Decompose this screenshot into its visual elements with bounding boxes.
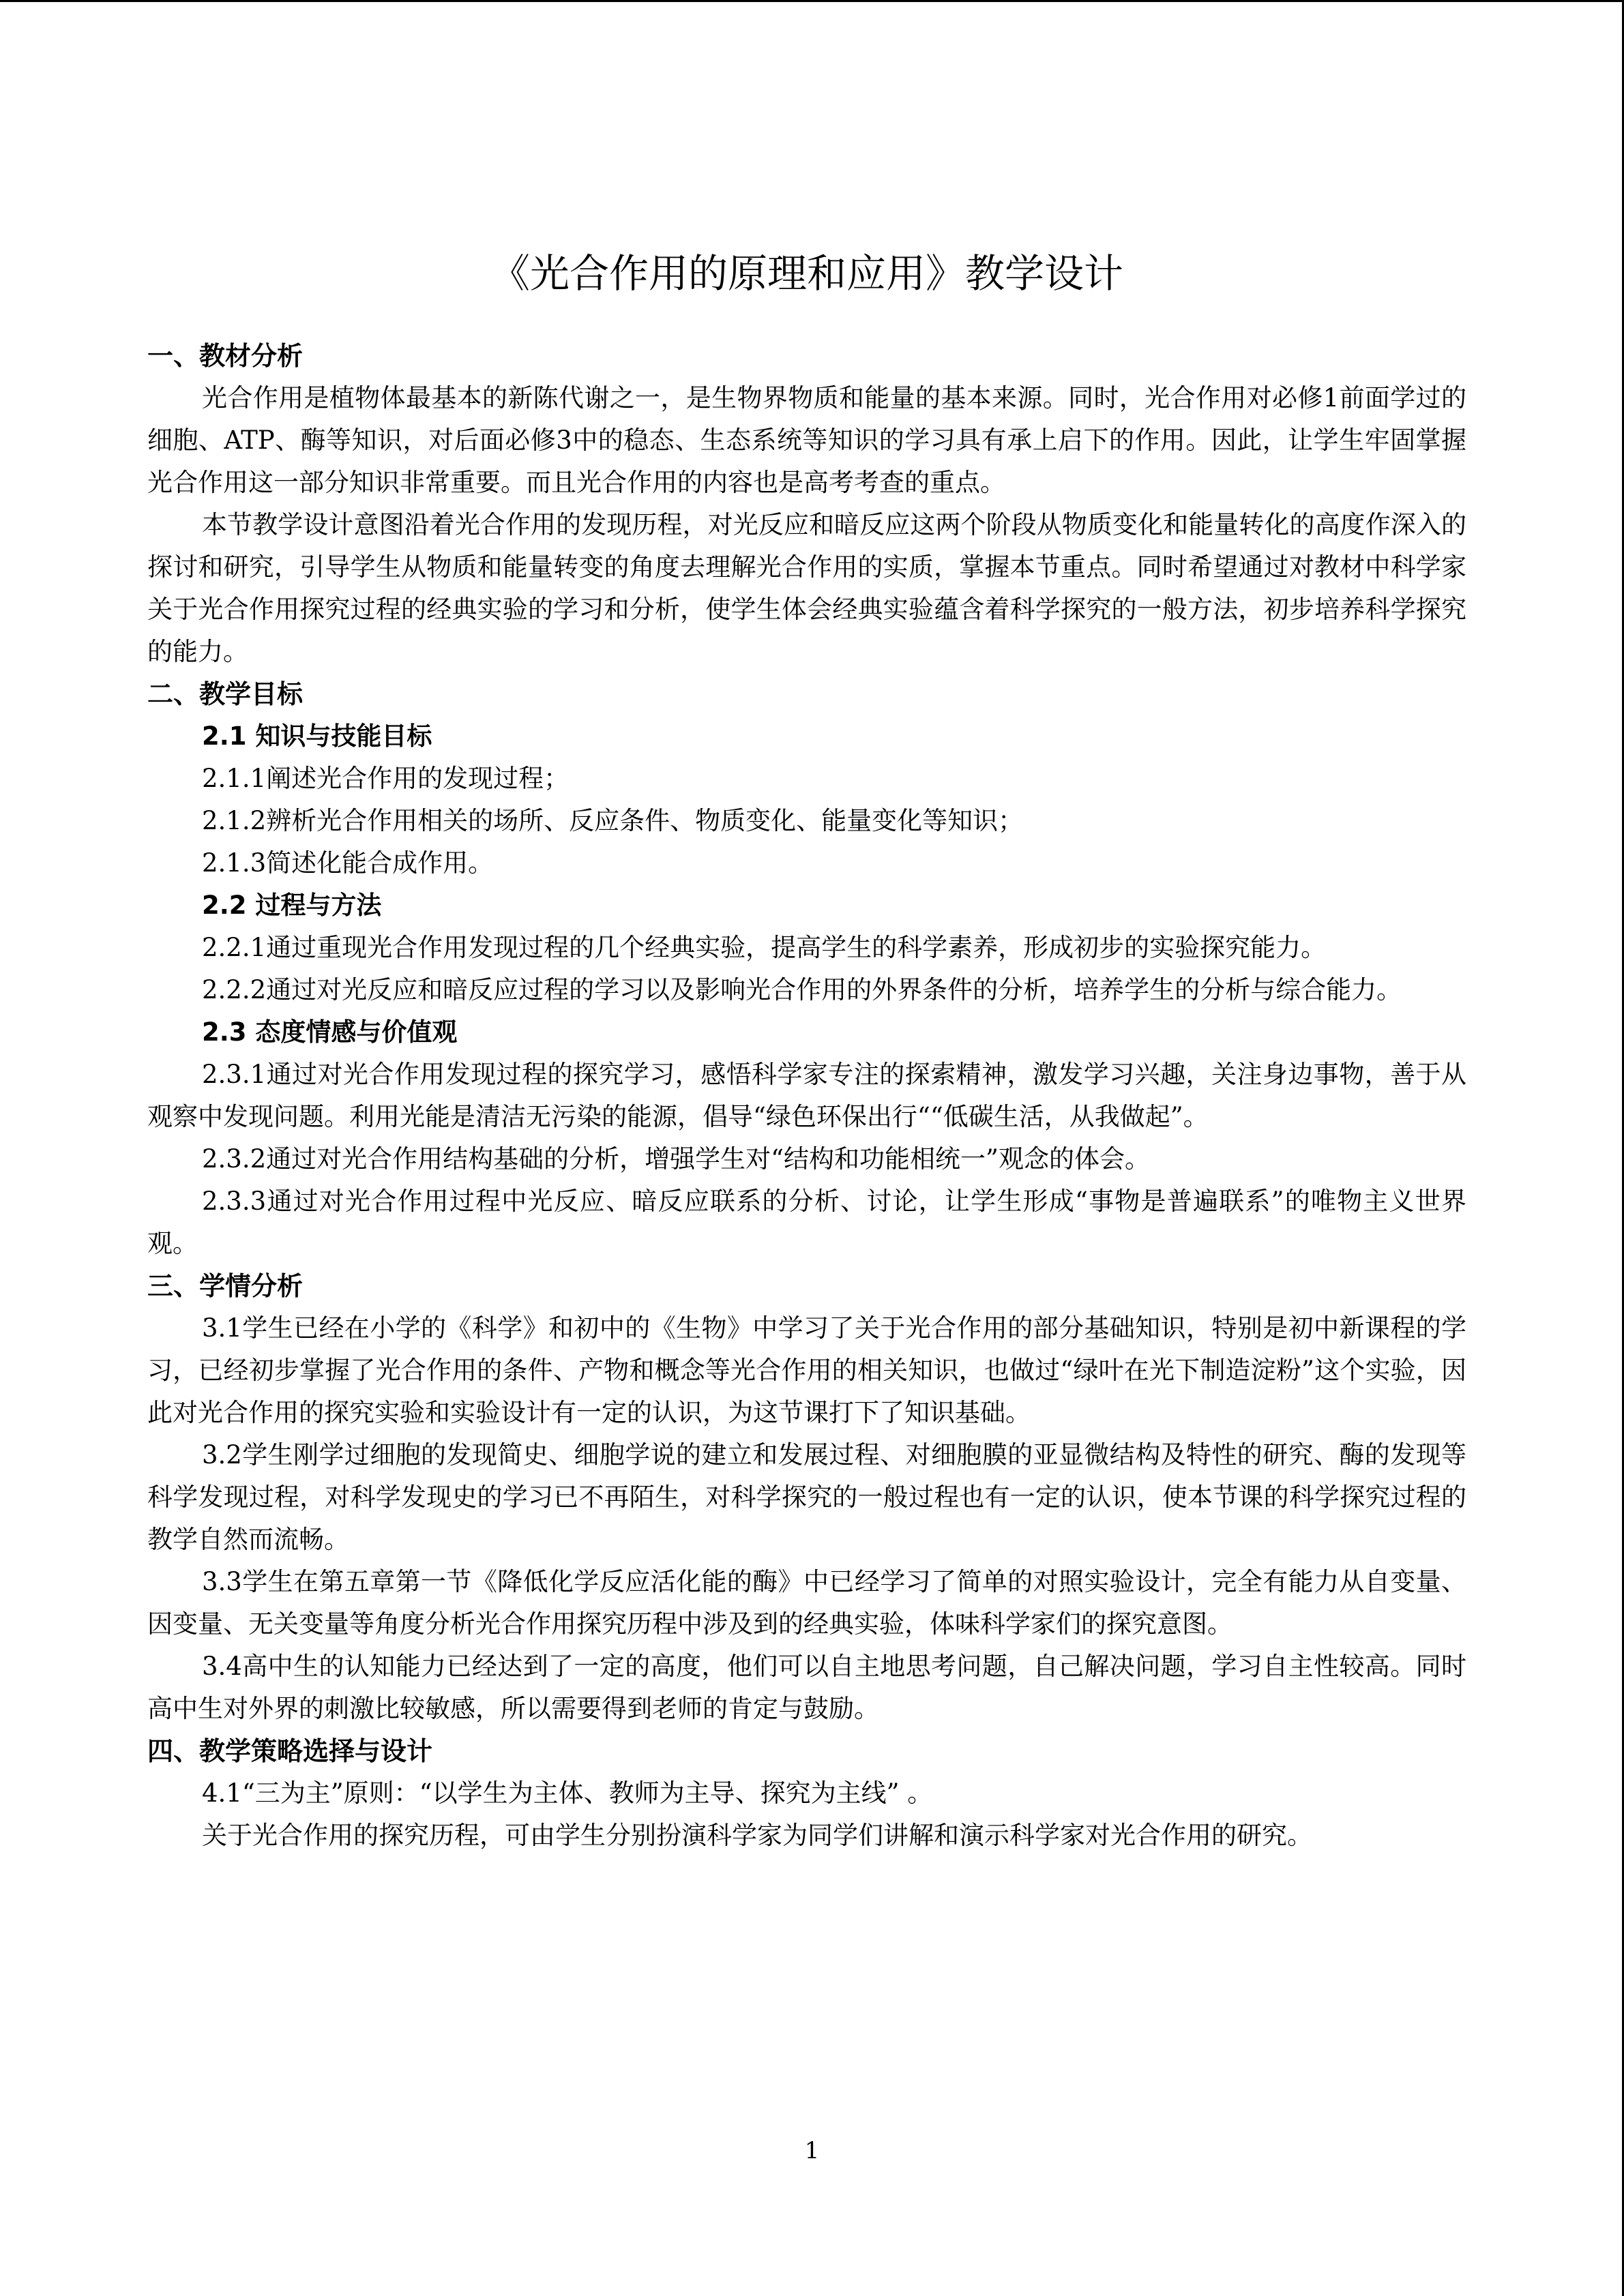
subsection-heading: 2.2 过程与方法: [202, 891, 382, 920]
section-heading: 一、教材分析: [147, 341, 304, 371]
document-title: 《光合作用的原理和应用》教学设计: [490, 250, 1123, 297]
subsection-heading: 2.1 知识与技能目标: [202, 721, 432, 751]
section-heading: 二、教学目标: [147, 679, 304, 709]
document-body: [147, 239, 1466, 1857]
paragraph: 2.3.3通过对光合作用过程中光反应、暗反应联系的分析、讨论，让学生形成“事物是普遍联系”的唯物主义世界观。: [147, 1187, 1466, 1258]
page-number: 1: [804, 2137, 820, 2164]
paragraph: 本节教学设计意图沿着光合作用的发现历程，对光反应和暗反应这两个阶段从物质变化和能量转化的高度作深入的探讨和研究，引导学生从物质和能量转变的角度去理解光合作用的实质，掌握本节重点。同时希望通过对教材中科学家关于光合作用探究过程的经典实验的学习和分析，使学生体会经典实验蕴含着科学探究的一般方法，初步培养科学探究的能力。: [147, 510, 1466, 666]
paragraph: 3.2学生刚学过细胞的发现简史、细胞学说的建立和发展过程、对细胞膜的亚显微结构及特性的研究、酶的发现等科学发现过程，对科学发现史的学习已不再陌生，对科学探究的一般过程也有一定的认识，使本节课的科学探究过程的教学自然而流畅。: [147, 1440, 1466, 1554]
paragraph: 3.3学生在第五章第一节《降低化学反应活化能的酶》中已经学习了简单的对照实验设计，完全有能力从自变量、因变量、无关变量等角度分析光合作用探究历程中涉及到的经典实验，体味科学家们的探究意图。: [147, 1567, 1466, 1639]
paragraph: 2.1.2辨析光合作用相关的场所、反应条件、物质变化、能量变化等知识；: [202, 806, 1024, 835]
paragraph: 2.2.1通过重现光合作用发现过程的几个经典实验，提高学生的科学素养，形成初步的实验探究能力。: [202, 933, 1327, 962]
paragraph: 4.1“三为主”原则：“以学生为主体、教师为主导、探究为主线” 。: [202, 1778, 933, 1808]
paragraph: 关于光合作用的探究历程，可由学生分别扮演科学家为同学们讲解和演示科学家对光合作用的研究。: [202, 1821, 1312, 1850]
paragraph: 2.2.2通过对光反应和暗反应过程的学习以及影响光合作用的外界条件的分析，培养学生的分析与综合能力。: [202, 975, 1402, 1004]
paragraph: 2.3.2通过对光合作用结构基础的分析，增强学生对“结构和功能相统一”观念的体会。: [202, 1144, 1150, 1174]
paragraph: 2.3.1通过对光合作用发现过程的探究学习，感悟科学家专注的探索精神，激发学习兴趣，关注身边事物，善于从观察中发现问题。利用光能是清洁无污染的能源，倡导“绿色环保出行““低碳生活，从我做起”。: [147, 1060, 1466, 1131]
paragraph: 2.1.3简述化能合成作用。: [202, 848, 494, 878]
document-sections: [147, 335, 1466, 1857]
section-heading: 四、教学策略选择与设计: [147, 1736, 433, 1766]
subsection-heading: 2.3 态度情感与价值观: [202, 1017, 458, 1047]
paragraph: 3.1学生已经在小学的《科学》和初中的《生物》中学习了关于光合作用的部分基础知识，特别是初中新课程的学习，已经初步掌握了光合作用的条件、产物和概念等光合作用的相关知识，也做过“绿叶在光下制造淀粉”这个实验，因此对光合作用的探究实验和实验设计有一定的认识，为这节课打下了知识基础。: [147, 1313, 1466, 1427]
paragraph: 3.4高中生的认知能力已经达到了一定的高度，他们可以自主地思考问题，自己解决问题，学习自主性较高。同时高中生对外界的刺激比较敏感，所以需要得到老师的肯定与鼓励。: [147, 1652, 1466, 1723]
paragraph: 2.1.1阐述光合作用的发现过程；: [202, 764, 570, 793]
paragraph: 光合作用是植物体最基本的新陈代谢之一，是生物界物质和能量的基本来源。同时，光合作用对必修1前面学过的细胞、ATP、酶等知识，对后面必修3中的稳态、生态系统等知识的学习具有承上启下的作用。因此，让学生牢固掌握光合作用这一部分知识非常重要。而且光合作用的内容也是高考考查的重点。: [147, 383, 1466, 497]
section-heading: 三、学情分析: [147, 1271, 304, 1301]
